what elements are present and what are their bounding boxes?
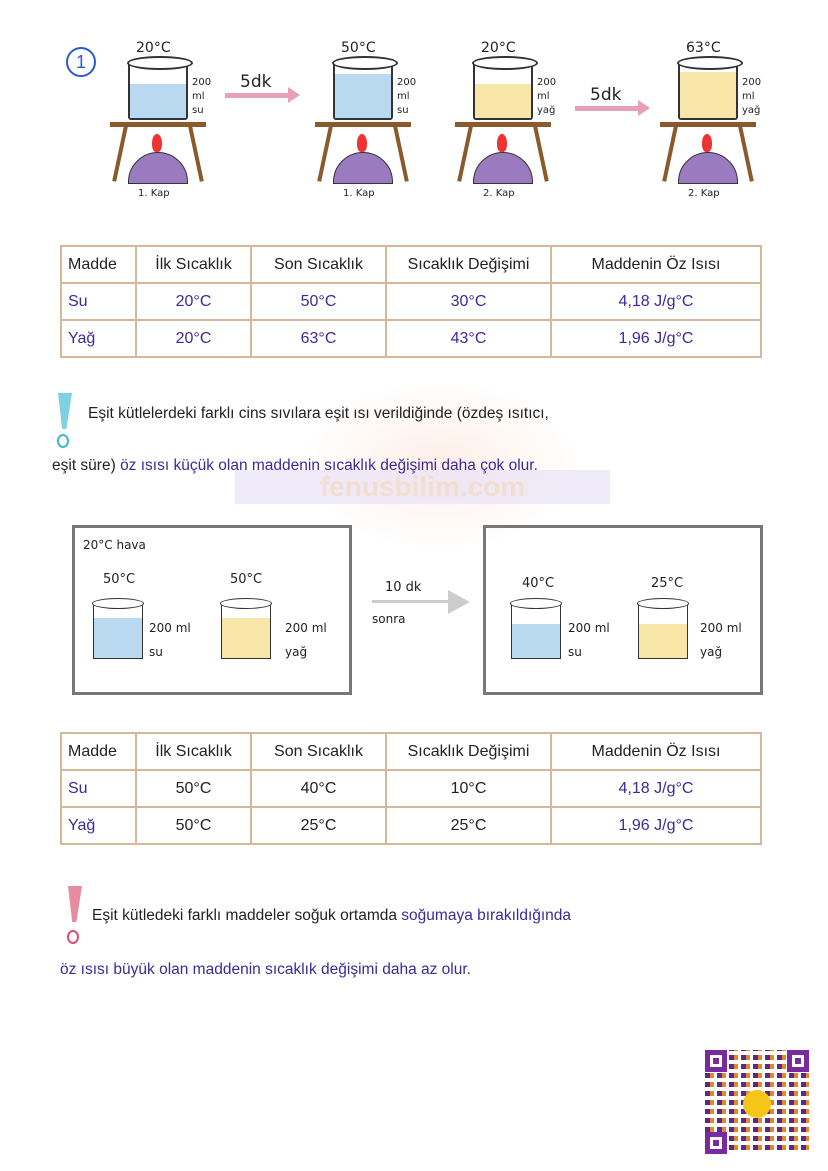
exclamation-icon bbox=[68, 886, 82, 922]
arrow-icon bbox=[225, 93, 290, 98]
cell: Yağ bbox=[61, 320, 136, 357]
heating-table bbox=[60, 245, 762, 358]
temp-label: 25°C bbox=[651, 576, 684, 591]
time-label: 5dk bbox=[240, 72, 272, 92]
temp-label: 40°C bbox=[522, 576, 555, 591]
exclamation-icon bbox=[58, 393, 72, 429]
arrow-icon bbox=[372, 600, 452, 603]
ambient-label: 20°C hava bbox=[83, 538, 146, 552]
header-cell: Madde bbox=[61, 733, 136, 770]
table-row bbox=[61, 320, 761, 357]
cell: 63°C bbox=[251, 320, 386, 357]
note-highlight: öz ısısı küçük olan maddenin sıcaklık değişimi daha çok olur. bbox=[120, 457, 538, 474]
temp-label: 20°C bbox=[481, 40, 516, 56]
beaker bbox=[333, 62, 393, 120]
header-cell: Son Sıcaklık bbox=[251, 246, 386, 283]
header-cell: Maddenin Öz Isısı bbox=[551, 246, 761, 283]
temp-label: 50°C bbox=[341, 40, 376, 56]
beaker bbox=[678, 62, 738, 120]
volume-label: 200 ml su bbox=[397, 77, 417, 116]
heating-setup-2 bbox=[315, 40, 425, 200]
header-cell: İlk Sıcaklık bbox=[136, 733, 251, 770]
cell: Yağ bbox=[61, 807, 136, 844]
header-cell: Sıcaklık Değişimi bbox=[386, 246, 551, 283]
after-box bbox=[483, 525, 763, 695]
note-1-line2 bbox=[52, 440, 752, 492]
note-text: Eşit kütledeki farklı maddeler soğuk ortamda bbox=[92, 907, 397, 924]
flame-icon bbox=[702, 134, 712, 152]
exclamation-dot bbox=[67, 930, 79, 944]
cell: 40°C bbox=[251, 770, 386, 807]
table-header bbox=[61, 733, 761, 770]
watermark: fenusbilim.com bbox=[235, 470, 610, 504]
note-1 bbox=[88, 388, 788, 440]
beaker bbox=[638, 603, 688, 659]
note-2-line2: öz ısısı büyük olan maddenin sıcaklık değişimi daha az olur. bbox=[60, 961, 471, 978]
volume-label: 200 ml yağ bbox=[700, 621, 742, 659]
beaker bbox=[93, 603, 143, 659]
after-label: sonra bbox=[372, 612, 406, 626]
cell: 43°C bbox=[386, 320, 551, 357]
section-number: 1 bbox=[66, 47, 96, 77]
table-row bbox=[61, 283, 761, 320]
cell: Su bbox=[61, 770, 136, 807]
container-label: 1. Kap bbox=[138, 188, 170, 199]
cell: 25°C bbox=[386, 807, 551, 844]
beaker bbox=[511, 603, 561, 659]
heating-setup-3 bbox=[455, 40, 565, 200]
volume-label: 200 ml yağ bbox=[742, 77, 762, 116]
time-label: 10 dk bbox=[385, 580, 422, 595]
cell: 1,96 J/g°C bbox=[551, 320, 761, 357]
cell: 4,18 J/g°C bbox=[551, 770, 761, 807]
table-row bbox=[61, 807, 761, 844]
cell: 20°C bbox=[136, 320, 251, 357]
beaker bbox=[221, 603, 271, 659]
flame-icon bbox=[497, 134, 507, 152]
cell: 25°C bbox=[251, 807, 386, 844]
note-text: eşit süre) bbox=[52, 457, 116, 474]
cell: 4,18 J/g°C bbox=[551, 283, 761, 320]
cell: 50°C bbox=[251, 283, 386, 320]
heating-setup-4 bbox=[660, 40, 770, 200]
note-2 bbox=[92, 890, 792, 942]
volume-label: 200 ml yağ bbox=[537, 77, 557, 116]
logo-icon bbox=[743, 1090, 771, 1118]
volume-label: 200 ml su bbox=[149, 621, 191, 659]
note-line: Eşit kütlelerdeki farklı cins sıvılara eşit ısı verildiğinde (özdeş ısıtıcı, bbox=[88, 405, 549, 422]
arrow-icon bbox=[575, 106, 640, 111]
burner bbox=[333, 152, 393, 184]
temp-label: 50°C bbox=[230, 572, 263, 587]
temp-label: 63°C bbox=[686, 40, 721, 56]
volume-label: 200 ml yağ bbox=[285, 621, 327, 659]
beaker bbox=[473, 62, 533, 120]
beaker bbox=[128, 62, 188, 120]
header-cell: Sıcaklık Değişimi bbox=[386, 733, 551, 770]
cell: 50°C bbox=[136, 807, 251, 844]
cell: 20°C bbox=[136, 283, 251, 320]
before-box bbox=[72, 525, 352, 695]
cooling-table bbox=[60, 732, 762, 845]
volume-label: 200 ml su bbox=[568, 621, 610, 659]
table-header bbox=[61, 246, 761, 283]
temp-label: 50°C bbox=[103, 572, 136, 587]
table-row bbox=[61, 770, 761, 807]
burner bbox=[128, 152, 188, 184]
volume-label: 200 ml su bbox=[192, 77, 212, 116]
flame-icon bbox=[152, 134, 162, 152]
time-label: 5dk bbox=[590, 85, 622, 105]
note-highlight: soğumaya bırakıldığında bbox=[401, 907, 572, 924]
heating-setup-1 bbox=[110, 40, 220, 200]
cell: 10°C bbox=[386, 770, 551, 807]
header-cell: Madde bbox=[61, 246, 136, 283]
arrow-head bbox=[448, 590, 470, 614]
header-cell: Maddenin Öz Isısı bbox=[551, 733, 761, 770]
header-cell: Son Sıcaklık bbox=[251, 733, 386, 770]
cell: 50°C bbox=[136, 770, 251, 807]
cell: 30°C bbox=[386, 283, 551, 320]
container-label: 2. Kap bbox=[483, 188, 515, 199]
flame-icon bbox=[357, 134, 367, 152]
burner bbox=[473, 152, 533, 184]
container-label: 1. Kap bbox=[343, 188, 375, 199]
cell: Su bbox=[61, 283, 136, 320]
burner bbox=[678, 152, 738, 184]
qr-code[interactable] bbox=[705, 1050, 809, 1154]
container-label: 2. Kap bbox=[688, 188, 720, 199]
cell: 1,96 J/g°C bbox=[551, 807, 761, 844]
temp-label: 20°C bbox=[136, 40, 171, 56]
header-cell: İlk Sıcaklık bbox=[136, 246, 251, 283]
